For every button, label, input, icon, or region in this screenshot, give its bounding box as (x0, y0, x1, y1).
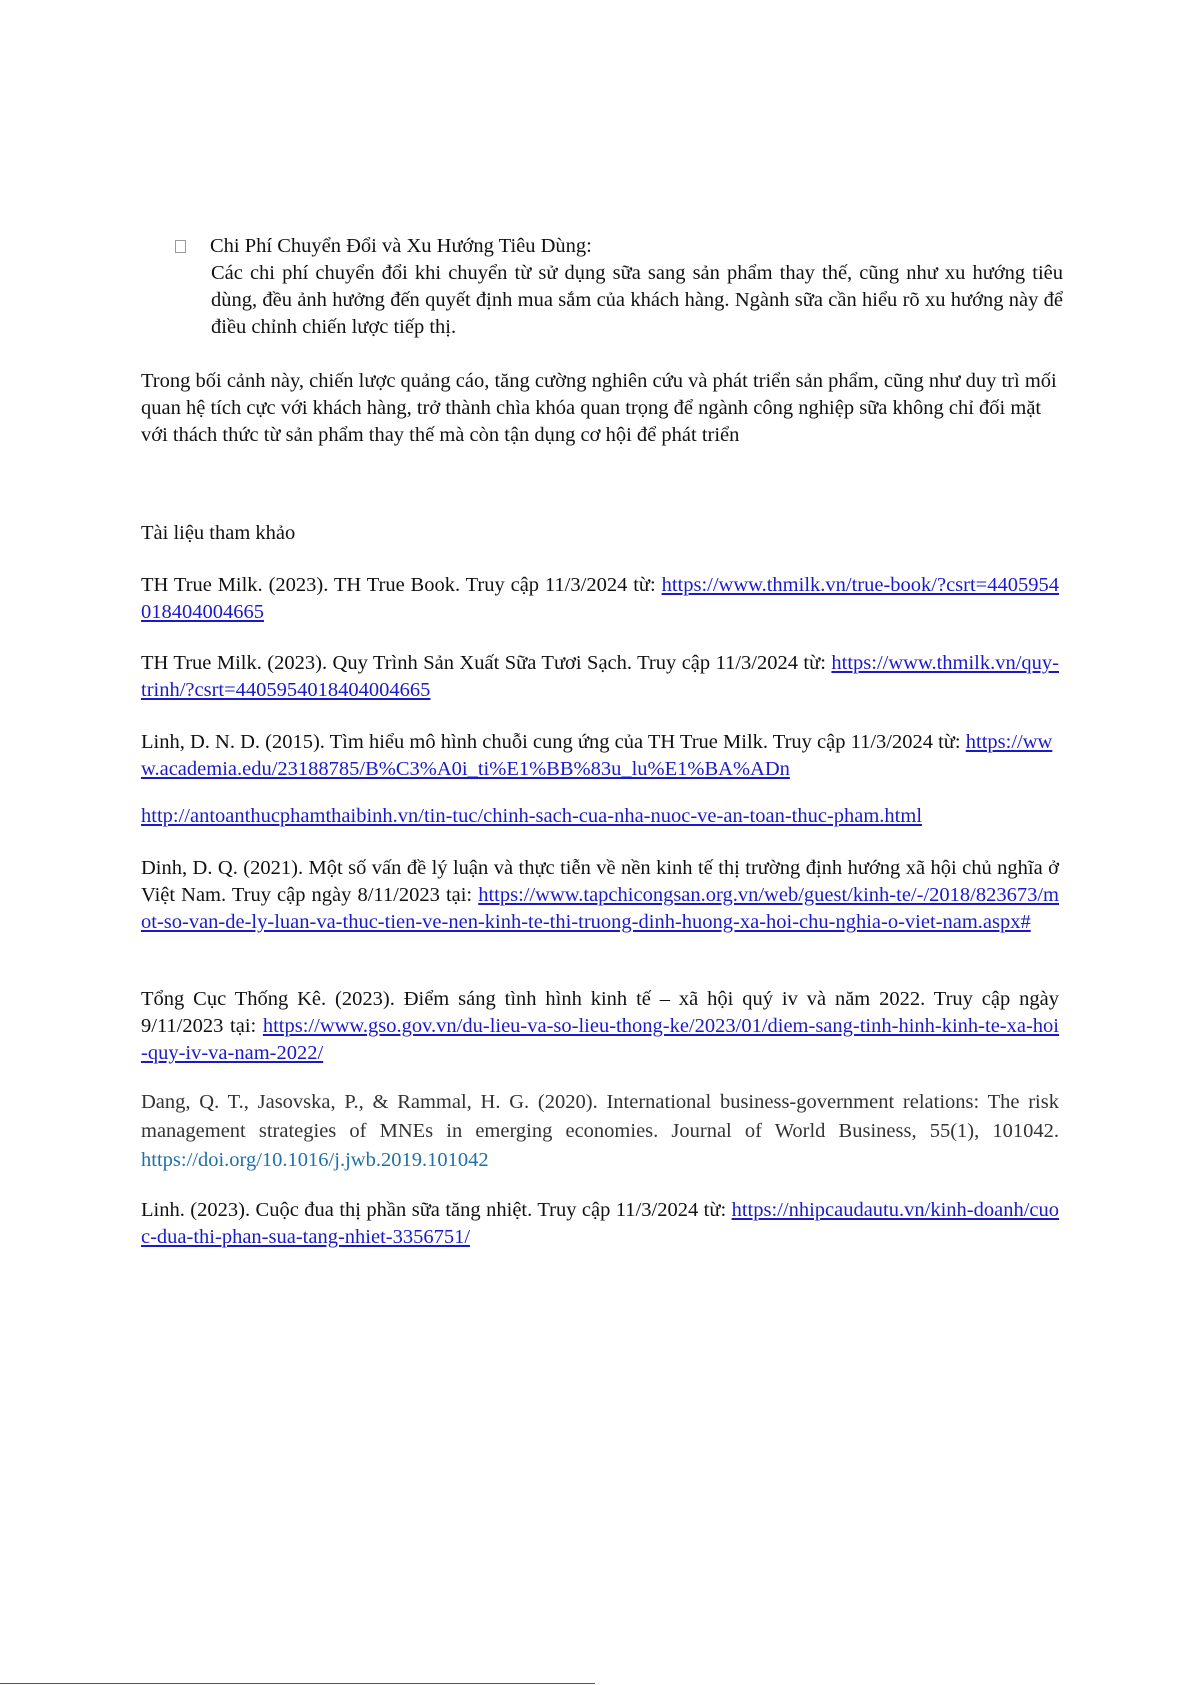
footer-rule (0, 1683, 595, 1684)
reference-text: TH True Milk. (2023). Quy Trình Sản Xuất Sữa Tươi Sạch. Truy cập 11/3/2024 từ: (141, 652, 832, 674)
conclusion-paragraph: Trong bối cảnh này, chiến lược quảng cáo, tăng cường nghiên cứu và phát triển sản phẩm, cũng như duy trì mối quan hệ tích cực với khách hàng, trở thành chìa khóa quan trọng để ngành công nghiệp sữa không chỉ đối mặt với thách thức từ sản phẩm thay thế mà còn tận dụng cơ hội để phát triển (141, 370, 1057, 446)
reference-link[interactable]: https://doi.org/10.1016/j.jwb.2019.101042 (141, 1149, 489, 1171)
reference-entry (141, 1088, 1059, 1175)
reference-text: Dang, Q. T., Jasovska, P., & Rammal, H. G. (2020). International business-government relations: The risk management strategies of MNEs in emerging economies. Journal of World Business, 55(1), 101042. (141, 1091, 1059, 1142)
bullet-heading: Chi Phí Chuyển Đổi và Xu Hướng Tiêu Dùng: (210, 235, 592, 257)
reference-link[interactable]: https://www.tapchicongsan.org.vn/web/guest/kinh-te/-/2018/823673/mot-so-van-de-ly-luan-va-thuc-tien-ve-nen-kinh-te-thi-truong-dinh-huong-xa-hoi-chu-nghia-o-viet-nam.aspx# (141, 884, 1059, 933)
reference-entry (141, 729, 1059, 783)
reference-text: TH True Milk. (2023). TH True Book. Truy cập 11/3/2024 từ: (141, 574, 662, 596)
bullet-body: Các chi phí chuyển đổi khi chuyển từ sử dụng sữa sang sản phẩm thay thế, cũng như xu hướng tiêu dùng, đều ảnh hưởng đến quyết định mua sắm của khách hàng. Ngành sữa cần hiểu rõ xu hướng này để điều chỉnh chiến lược tiếp thị. (211, 262, 1063, 338)
reference-entry (141, 572, 1059, 626)
reference-entry (141, 855, 1059, 936)
footer-mark (615, 1678, 725, 1685)
references-heading: Tài liệu tham khảo (141, 522, 296, 544)
reference-link[interactable]: https://www.academia.edu/23188785/B%C3%A0i_ti%E1%BB%83u_lu%E1%BA%ADn (141, 731, 1053, 780)
reference-link[interactable]: https://www.thmilk.vn/true-book/?csrt=4405954018404004665 (141, 574, 1059, 623)
reference-entry (141, 1197, 1059, 1251)
reference-entry (141, 986, 1059, 1067)
reference-link[interactable]: http://antoanthucphamthaibinh.vn/tin-tuc/chinh-sach-cua-nha-nuoc-ve-an-toan-thuc-pham.html (141, 805, 923, 827)
reference-link[interactable]: https://www.thmilk.vn/quy-trinh/?csrt=4405954018404004665 (141, 652, 1059, 701)
reference-text: Linh, D. N. D. (2015). Tìm hiểu mô hình chuỗi cung ứng của TH True Milk. Truy cập 11/3/2024 từ: (141, 731, 966, 753)
bullet-box-icon (175, 240, 186, 253)
reference-entry (141, 650, 1059, 704)
reference-entry (141, 803, 1059, 830)
bullet-item (175, 233, 1065, 341)
reference-text: Dinh, D. Q. (2021). Một số vấn đề lý luận và thực tiễn về nền kinh tế thị trường định hướng xã hội chủ nghĩa ở Việt Nam. Truy cập ngày 8/11/2023 tại: (141, 857, 1059, 906)
reference-link[interactable]: https://nhipcaudautu.vn/kinh-doanh/cuoc-dua-thi-phan-sua-tang-nhiet-3356751/ (141, 1199, 1059, 1248)
reference-text: Tổng Cục Thống Kê. (2023). Điểm sáng tình hình kinh tế – xã hội quý iv và năm 2022. Truy cập ngày 9/11/2023 tại: (141, 988, 1059, 1037)
bullet-heading-row (175, 233, 1065, 260)
reference-text: Linh. (2023). Cuộc đua thị phần sữa tăng nhiệt. Truy cập 11/3/2024 từ: (141, 1199, 732, 1221)
reference-link[interactable]: https://www.gso.gov.vn/du-lieu-va-so-lieu-thong-ke/2023/01/diem-sang-tinh-hinh-kinh-te-xa-hoi-quy-iv-va-nam-2022/ (141, 1015, 1059, 1064)
